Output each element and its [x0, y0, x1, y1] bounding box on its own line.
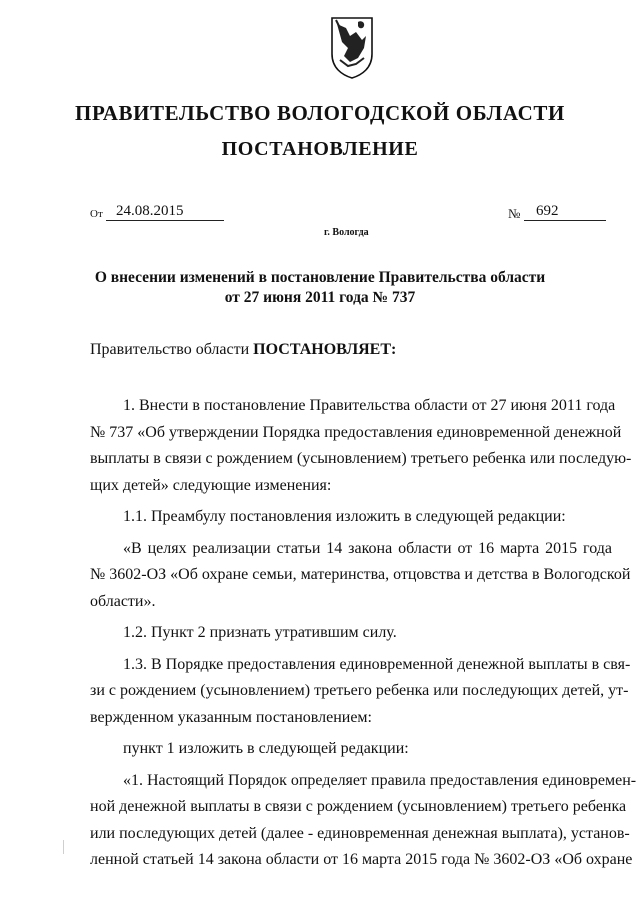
paragraph [90, 393, 632, 499]
city-label: г. Вологда [324, 227, 369, 238]
paragraph-line: «В целях реализации статьи 14 закона области от 16 марта 2015 года [123, 539, 612, 557]
paragraph-line: ной денежной выплаты в связи с рождением (усыновлением) третьего ребенка [90, 798, 627, 815]
paragraph [90, 652, 631, 732]
paragraph-line: щих детей» следующие изменения: [90, 476, 332, 494]
paragraph-line: пункт 1 изложить в следующей редакции: [123, 740, 409, 757]
paragraph-line: № 737 «Об утверждении Порядка предоставления единовременной денежной [90, 423, 622, 441]
paragraph-line: области». [90, 592, 156, 610]
paragraph-line: выплаты в связи с рождением (усыновлением) третьего ребенка или последую- [90, 450, 632, 467]
paragraph-line: 1. Внести в постановление Правительства области от 27 июня 2011 года [123, 397, 616, 414]
paragraph-line: или последующих детей (далее - единовременная денежная выплата), установ- [90, 824, 630, 842]
paragraph-line: 1.2. Пункт 2 признать утратившим силу. [123, 624, 397, 641]
document-type-heading: ПОСТАНОВЛЕНИЕ [221, 138, 419, 160]
preamble-resolves: ПОСТАНОВЛЯЕТ: [253, 341, 397, 358]
paragraph-line: вержденном указанным постановлением: [90, 708, 372, 726]
government-title: ПРАВИТЕЛЬСТВО ВОЛОГОДСКОЙ ОБЛАСТИ [75, 101, 565, 125]
document-number: 692 [524, 203, 606, 221]
document-date: 24.08.2015 [106, 203, 224, 221]
paragraph-line: 1.3. В Порядке предоставления единовременной денежной выплаты в свя- [123, 655, 631, 673]
number-label: № [508, 206, 521, 221]
subject-line: от 27 июня 2011 года № 737 [224, 289, 416, 306]
document-subject [0, 268, 640, 308]
paragraph [90, 504, 612, 531]
paragraph-line: ленной статьей 14 закона области от 16 марта 2015 года № 3602-ОЗ «Об охране [90, 851, 633, 868]
paragraph [90, 768, 637, 874]
date-label: От [90, 208, 103, 220]
paragraph [90, 620, 612, 647]
paragraph-line: № 3602-ОЗ «Об охране семьи, материнства, отцовства и детства в Вологодской [90, 566, 631, 583]
paragraph [90, 736, 612, 763]
paragraph-line: 1.1. Преамбулу постановления изложить в следующей редакции: [123, 508, 566, 525]
margin-mark [63, 840, 64, 854]
preamble-text: Правительство области [90, 341, 254, 358]
paragraph [90, 536, 631, 616]
subject-line: О внесении изменений в постановление Правительства области [94, 269, 546, 286]
paragraph-line: «1. Настоящий Порядок определяет правила предоставления единовремен- [123, 771, 637, 789]
paragraph-line: зи с рождением (усыновлением) третьего ребенка или последующих детей, ут- [90, 682, 629, 699]
preamble [90, 341, 396, 359]
document-body [90, 393, 637, 874]
coat-of-arms-icon [328, 14, 376, 80]
